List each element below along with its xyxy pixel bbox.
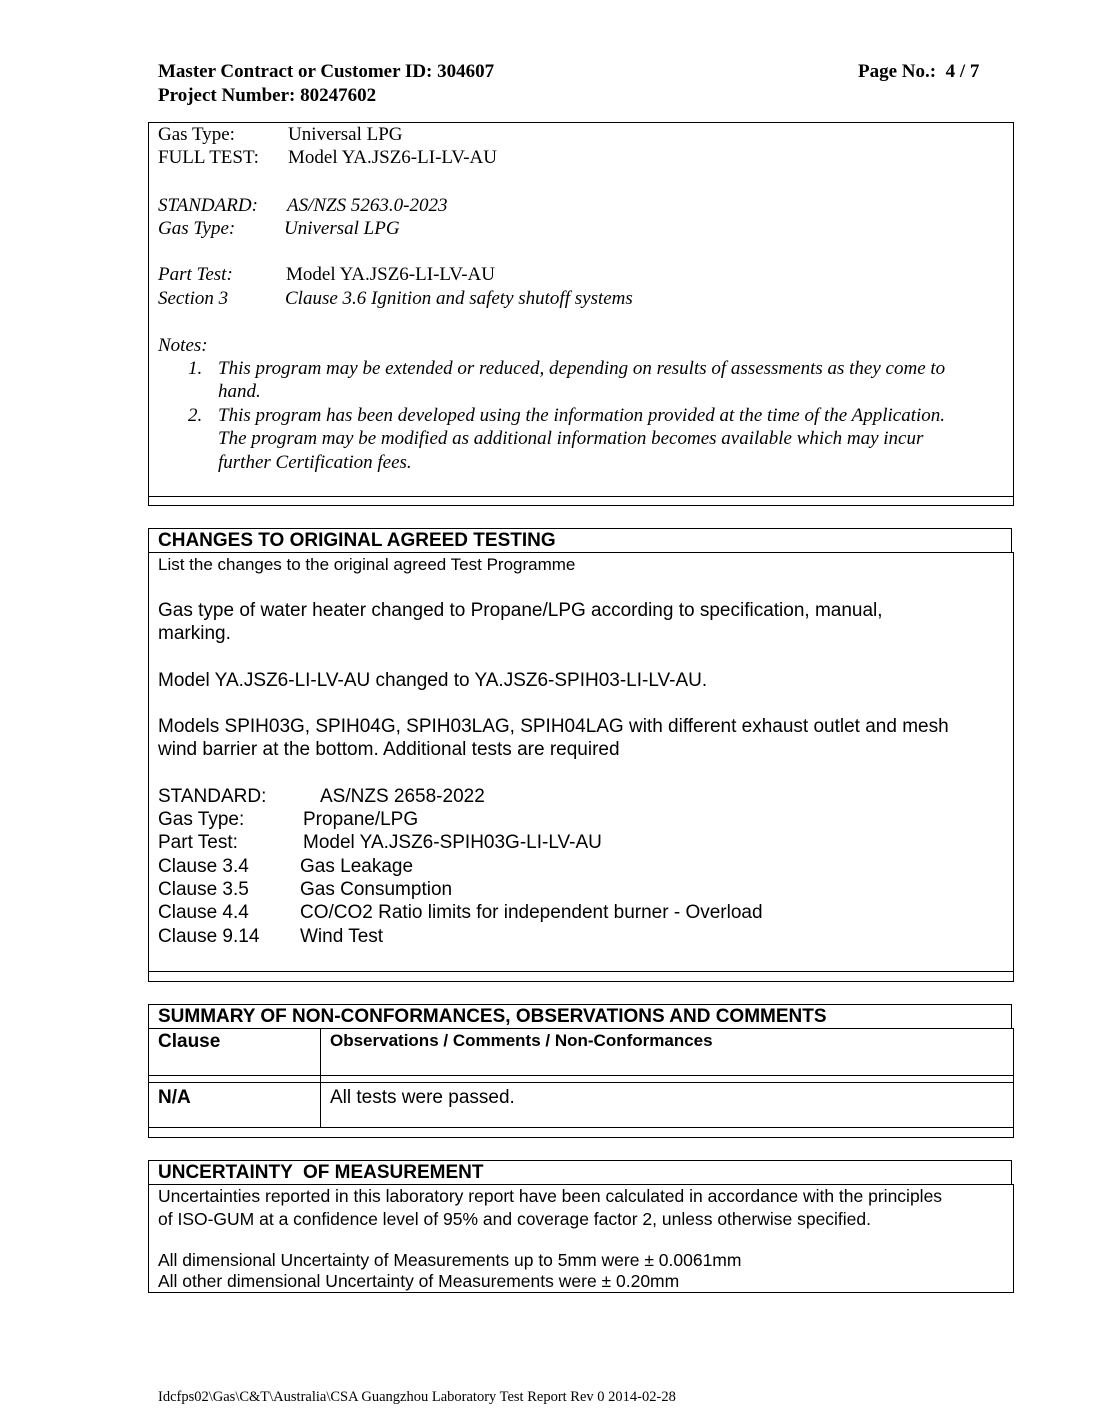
changes-std-label: STANDARD: — [158, 786, 267, 807]
page-label: Page No.: — [858, 61, 937, 82]
changes-clause-4-4-value: CO/CO2 Ratio limits for independent burner - Overload — [300, 902, 763, 923]
note1-line2: hand. — [218, 381, 261, 402]
changes-gas-label: Gas Type: — [158, 809, 245, 830]
changes-clause-4-4-label: Clause 4.4 — [158, 902, 249, 923]
program-section-value: Clause 3.6 Ignition and safety shutoff systems — [285, 288, 633, 309]
summary-header-line-2 — [148, 1082, 1014, 1083]
note2-number: 2. — [188, 405, 203, 426]
customer-id: Master Contract or Customer ID: 304607 — [158, 61, 495, 82]
changes-gas-value: Propane/LPG — [303, 809, 419, 830]
note2-line3: further Certification fees. — [218, 452, 412, 473]
program-standard-value: AS/NZS 5263.0-2023 — [287, 195, 448, 216]
changes-clause-3-4-label: Clause 3.4 — [158, 856, 249, 877]
uncertainty-line3: All dimensional Uncertainty of Measurements up to 5mm were ± 0.0061mm — [158, 1250, 742, 1270]
project-number: Project Number: 80247602 — [158, 85, 377, 106]
changes-p3-line1: Models SPIH03G, SPIH04G, SPIH03LAG, SPIH04LAG with different exhaust outlet and mesh — [158, 716, 949, 737]
page-value: 4 / 7 — [945, 61, 980, 82]
changes-p1-line1: Gas type of water heater changed to Propane/LPG according to specification, manual, — [158, 600, 883, 621]
footer-path: Idcfps02\Gas\C&T\Australia\CSA Guangzhou Laboratory Test Report Rev 0 2014-02-28 — [158, 1389, 676, 1405]
program-row-gas-type — [158, 123, 235, 146]
program-box-divider — [148, 496, 1014, 497]
program-std-gas-value: Universal LPG — [284, 218, 400, 239]
changes-clause-3-5-label: Clause 3.5 — [158, 879, 249, 900]
program-full-test-label: FULL TEST: — [158, 147, 259, 168]
changes-part-value: Model YA.JSZ6-SPIH03G-LI-LV-AU — [303, 832, 602, 853]
program-part-test-label: Part Test: — [158, 264, 233, 285]
program-part-test-value: Model YA.JSZ6-LI-LV-AU — [286, 264, 495, 285]
changes-p3-line2: wind barrier at the bottom. Additional tests are required — [158, 739, 620, 760]
summary-header-line-1 — [148, 1075, 1014, 1076]
changes-box-divider — [148, 971, 1014, 972]
program-notes-label: Notes: — [158, 335, 208, 356]
changes-std-value: AS/NZS 2658-2022 — [320, 786, 485, 807]
changes-title: CHANGES TO ORIGINAL AGREED TESTING — [158, 530, 556, 551]
summary-row-clause: N/A — [158, 1087, 191, 1108]
program-std-gas-label: Gas Type: — [158, 218, 236, 239]
changes-clause-3-5-value: Gas Consumption — [300, 879, 453, 900]
summary-col-clause-header: Clause — [158, 1031, 221, 1052]
summary-bottom-line — [148, 1127, 1014, 1128]
program-section-label: Section 3 — [158, 288, 229, 309]
summary-col-divider — [320, 1028, 321, 1127]
summary-row-text: All tests were passed. — [330, 1087, 515, 1108]
changes-p1-line2: marking. — [158, 623, 231, 644]
uncertainty-line2: of ISO-GUM at a confidence level of 95% and coverage factor 2, unless otherwise specified. — [158, 1209, 872, 1229]
note1-line1: This program may be extended or reduced, depending on results of assessments as they come to — [218, 358, 946, 379]
changes-clause-9-14-value: Wind Test — [300, 926, 384, 947]
changes-intro: List the changes to the original agreed Test Programme — [158, 555, 576, 574]
changes-p2: Model YA.JSZ6-LI-LV-AU changed to YA.JSZ6-SPIH03-LI-LV-AU. — [158, 670, 708, 691]
program-gas-type-value: Universal LPG — [288, 124, 403, 145]
changes-clause-9-14-label: Clause 9.14 — [158, 926, 260, 947]
summary-title: SUMMARY OF NON-CONFORMANCES, OBSERVATIONS AND COMMENTS — [158, 1006, 827, 1027]
changes-clause-3-4-value: Gas Leakage — [300, 856, 414, 877]
uncertainty-line1: Uncertainties reported in this laboratory report have been calculated in accordance with the principles — [158, 1186, 943, 1206]
uncertainty-line4: All other dimensional Uncertainty of Measurements were ± 0.20mm — [158, 1271, 680, 1291]
summary-col-observations-header: Observations / Comments / Non-Conformances — [330, 1031, 713, 1050]
changes-part-label: Part Test: — [158, 832, 238, 853]
program-gas-type-label: Gas Type: — [158, 124, 235, 145]
page-number — [858, 60, 979, 84]
note2-line1: This program has been developed using the information provided at the time of the Application. — [218, 405, 946, 426]
program-standard-label: STANDARD: — [158, 195, 258, 216]
note1-number: 1. — [188, 358, 203, 379]
program-full-test-value: Model YA.JSZ6-LI-LV-AU — [288, 147, 497, 168]
note2-line2: The program may be modified as additional information becomes available which may incur — [218, 428, 924, 449]
uncertainty-title: UNCERTAINTY OF MEASUREMENT — [158, 1162, 484, 1183]
